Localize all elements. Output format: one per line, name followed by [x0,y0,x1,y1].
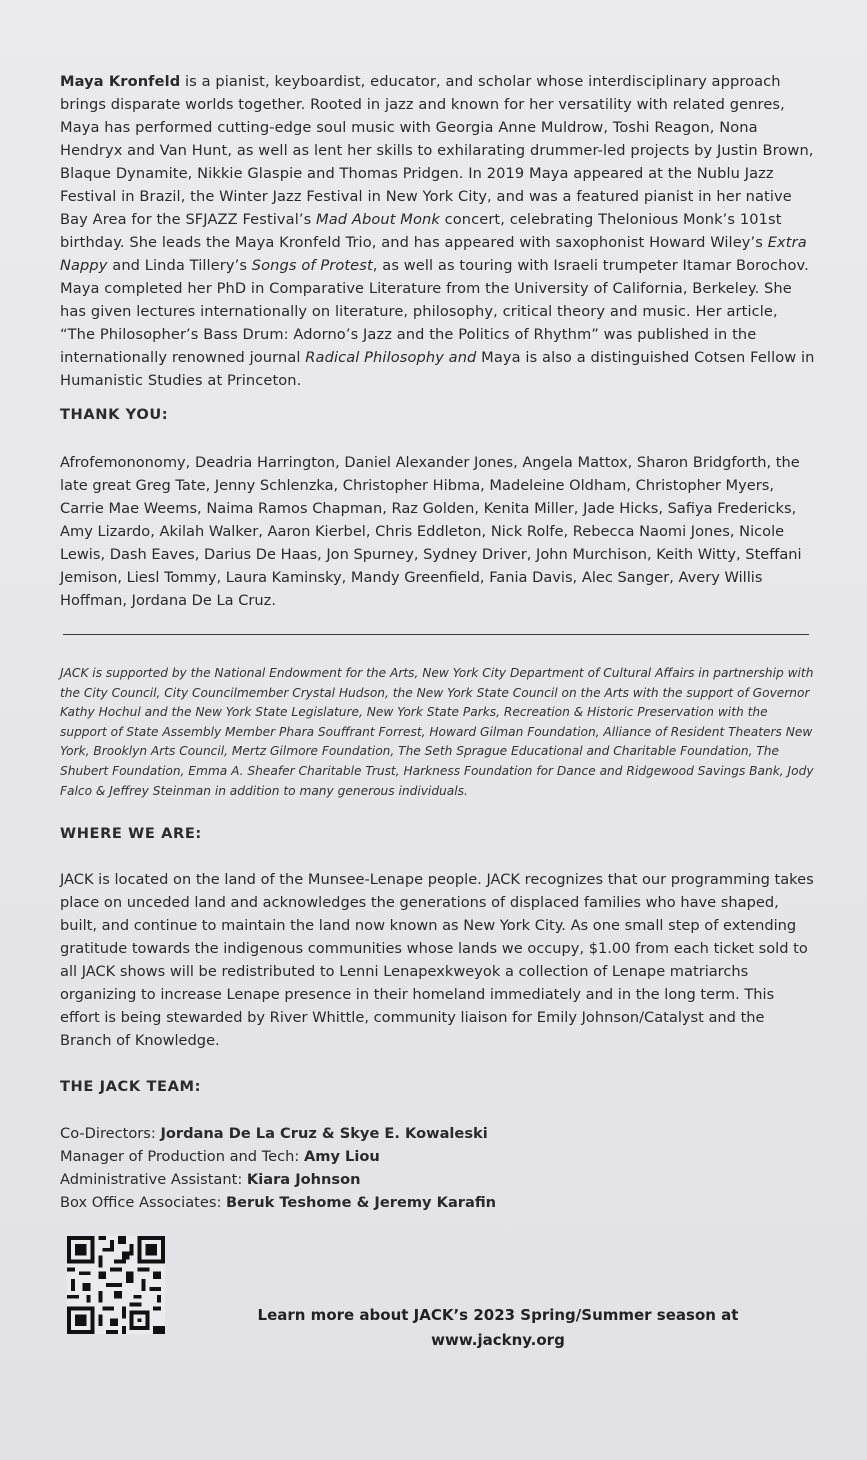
team-names: Jordana De La Cruz & Skye E. Kowaleski [160,1125,488,1142]
team-row-admin [60,1168,815,1191]
team-row-box-office [60,1191,815,1214]
team-role: Manager of Production and Tech: [60,1148,304,1165]
team-row-production [60,1145,815,1168]
team-row-co-directors [60,1122,815,1145]
supporters-paragraph: JACK is supported by the National Endowment for the Arts, New York City Department of Cultural Affairs in partnership with the City Council, City Councilmember Crystal Hudson, the New York State Council on the Arts with the support of Governor Kathy Hochul and the New York State Legislature, New York State Parks, Recreation & Historic Preservation with the support of State Assembly Member Phara Souffrant Forrest, Howard Gilman Foundation, Alliance of Resident Theaters New York, Brooklyn Arts Council, Mertz Gilmore Foundation, The Seth Sprague Educational and Charitable Foundation, The Shubert Foundation, Emma A. Sheafer Charitable Trust, Harkness Foundation for Dance and Ridgewood Savings Bank, Jody Falco & Jeffrey Steinman in addition to many generous individuals. [60,666,814,798]
learn-more-line: Learn more about JACK’s 2023 Spring/Summer season at [257,1306,739,1324]
team-names: Beruk Teshome & Jeremy Karafin [226,1194,497,1211]
qr-code-icon[interactable] [67,1236,165,1334]
learn-more-text [230,1303,766,1353]
website-link[interactable]: www.jackny.org [431,1331,565,1349]
bio-paragraph [60,70,815,392]
team-role: Co-Directors: [60,1125,161,1142]
bio-italic-4: Radical Philosophy and [305,349,477,366]
bio-text-3: and Linda Tillery’s [107,257,252,274]
where-we-are-heading: WHERE WE ARE: [60,825,202,842]
team-list [60,1122,815,1214]
team-role: Administrative Assistant: [60,1171,247,1188]
team-role: Box Office Associates: [60,1194,227,1211]
team-names: Kiara Johnson [246,1171,361,1188]
bio-italic-3: Songs of Protest [251,257,373,274]
bio-name: Maya Kronfeld [60,73,181,90]
bio-italic-2: Extra Nappy [60,234,807,274]
thank-you-list: Afrofemononomy, Deadria Harrington, Daniel Alexander Jones, Angela Mattox, Sharon Bridgforth, the late great Greg Tate, Jenny Schlenzka, Christopher Hibma, Madeleine Oldham, Christopher Myers, Carrie Mae Weems, Naima Ramos Chapman, Raz Golden, Kenita Miller, Jade Hicks, Safiya Fredericks, Amy Lizardo, Akilah Walker, Aaron Kierbel, Chris Eddleton, Nick Rolfe, Rebecca Naomi Jones, Nicole Lewis, Dash Eaves, Darius De Haas, Jon Spurney, Sydney Driver, John Murchison, Keith Witty, Steffani Jemison, Liesl Tommy, Laura Kaminsky, Mandy Greenfield, Fania Davis, Alec Sanger, Avery Willis Hoffman, Jordana De La Cruz. [60,454,802,609]
section-divider [63,634,809,635]
thank-you-heading: THANK YOU: [60,406,169,423]
land-acknowledgement-paragraph: JACK is located on the land of the Munsee-Lenape people. JACK recognizes that our programming takes place on unceded land and acknowledges the generations of displaced families who have shaped, built, and continue to maintain the land now known as New York City. As one small step of extending gratitude towards the indigenous communities whose lands we occupy, $1.00 from each ticket sold to all JACK shows will be redistributed to Lenni Lenapexkweyok a collection of Lenape matriarchs organizing to increase Lenape presence in their homeland immediately and in the long term. This effort is being stewarded by River Whittle, community liaison for Emily Johnson/Catalyst and the Branch of Knowledge. [60,871,814,1049]
bio-text-1: is a pianist, keyboardist, educator, and scholar whose interdisciplinary approach brings disparate worlds together. Rooted in jazz and known for her versatility with related genres, Maya has performed cutting-edge soul music with Georgia Anne Muldrow, Toshi Reagon, Nona Hendryx and Van Hunt, as well as lent her skills to exhilarating drummer-led projects by Justin Brown, Blaque Dynamite, Nikkie Glaspie and Thomas Pridgen. In 2019 Maya appeared at the Nublu Jazz Festival in Brazil, the Winter Jazz Festival in New York City, and was a featured pianist in her native Bay Area for the SFJAZZ Festival’s [60,73,814,228]
bio-text-2: concert, celebrating Thelonious Monk’s 101st birthday. She leads the Maya Kronfeld Trio, and has appeared with saxophonist Howard Wiley’s [60,211,782,251]
bio-text-4: , as well as touring with Israeli trumpeter Itamar Borochov. Maya completed her PhD in Comparative Literature from the University of California, Berkeley. She has given lectures internationally on literature, philosophy, critical theory and music. Her article, “The Philosopher’s Bass Drum: Adorno’s Jazz and the Politics of Rhythm” was published in the internationally renowned journal [60,257,809,366]
team-names: Amy Liou [303,1148,380,1165]
team-heading: THE JACK TEAM: [60,1078,202,1095]
bio-text-5: Maya is also a distinguished Cotsen Fellow in Humanistic Studies at Princeton. [60,349,815,389]
bio-italic-1: Mad About Monk [316,211,440,228]
